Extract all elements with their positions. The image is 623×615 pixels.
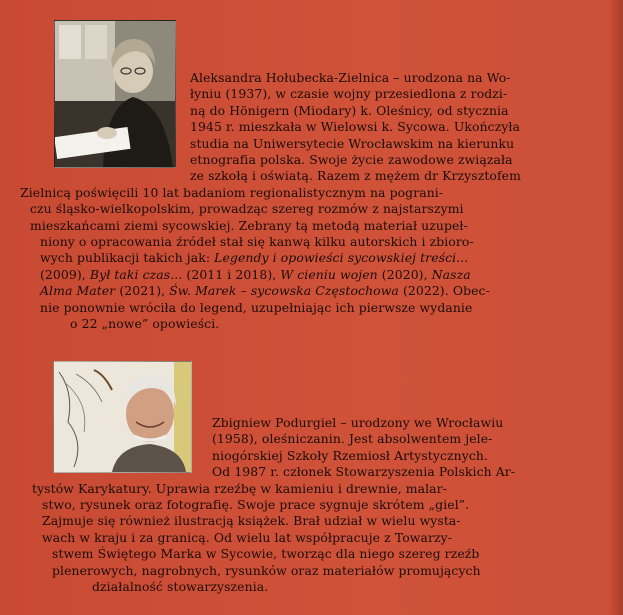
bio-text: mieszkańcami ziemi sycowskiej. Zebrany tą metodą materiał uzupeł-	[30, 217, 468, 233]
bio-text: niony o opracowania źródeł stał się kanwą kilku autorskich i zbioro-	[40, 234, 474, 250]
bio1-line	[30, 201, 521, 217]
bio-text: (1958), oleśniczanin. Jest absolwentem jele-	[212, 431, 493, 447]
bio2-line	[42, 513, 515, 529]
bio1-line	[30, 218, 521, 234]
bio-text: (2020),	[377, 266, 432, 282]
bio2-line	[42, 530, 515, 546]
bio-text: (2011 i 2018),	[182, 266, 281, 282]
bio-text: stwo, rysunek oraz fotografię. Swoje prace sygnuje skrótem „giel”.	[42, 497, 470, 513]
bio-text: niogórskiej Szkoły Rzemiosł Artystycznych.	[212, 447, 488, 463]
bio-text: nie ponownie wróciła do legend, uzupełniając ich pierwsze wydanie	[40, 299, 473, 315]
bio-text: wach w kraju i za granicą. Od wielu lat współpracuje z Towarzy-	[42, 529, 453, 545]
bio-text: czu śląsko-wielkopolskim, prowadząc szereg rozmów z najstarszymi	[30, 201, 464, 217]
book-title-text: Był taki czas...	[89, 266, 183, 282]
bio-text: studia na Uniwersytecie Wrocławskim na kierunku	[190, 135, 515, 151]
bio-text: ną do Hönigern (Miodary) k. Oleśnicy, od stycznia	[190, 102, 509, 118]
bio2-line	[212, 448, 515, 464]
book-title-text: Legendy i opowieści sycowskiej treści...	[214, 250, 469, 266]
page-edge-shadow	[609, 0, 623, 615]
bio-text: stwem Świętego Marka w Sycowie, tworząc dla niego szereg rzeźb	[52, 546, 480, 562]
bio1-line	[190, 168, 521, 184]
bio1-line	[40, 234, 521, 250]
book-title-text: Alma Mater	[40, 283, 116, 299]
bio-text: Zielnicą poświęcili 10 lat badaniom regionalistycznym na pograni-	[20, 184, 444, 200]
bio-text: (2009),	[40, 266, 90, 282]
bio-text: Zajmuje się również ilustracją książek. Brał udział w wielu wysta-	[42, 513, 461, 529]
bio2-line	[212, 415, 515, 431]
illustrator-photo	[53, 361, 192, 473]
bio-text: wych publikacji takich jak:	[40, 250, 215, 266]
bio1-line	[20, 185, 521, 201]
bio1-line	[40, 300, 521, 316]
bio1-line	[190, 103, 521, 119]
bio1-line	[70, 316, 521, 332]
bio1-line	[190, 119, 521, 135]
author-photo	[54, 20, 176, 168]
book-title-text: Nasza	[431, 266, 471, 282]
bio-text: ze szkołą i oświatą. Razem z mężem dr Krzysztofem	[190, 168, 521, 184]
bio1-line	[40, 283, 521, 299]
bio-text: Od 1987 r. członek Stowarzyszenia Polskich Ar-	[212, 464, 516, 480]
bio-text: (2022). Obec-	[398, 283, 490, 299]
bio1-line	[190, 136, 521, 152]
illustrator-photo-image	[54, 362, 191, 472]
bio2-line	[212, 431, 515, 447]
bio2-line	[52, 546, 515, 562]
bio-text: (2021),	[115, 283, 170, 299]
bio-text: etnografia polska. Swoje życie zawodowe związała	[190, 152, 513, 168]
bio2-line	[212, 464, 515, 480]
author-photo-image	[55, 21, 175, 167]
bio-text: Zbigniew Podurgiel – urodzony we Wrocławiu	[212, 415, 504, 430]
book-title-text: Św. Marek – sycowska Częstochowa	[169, 283, 399, 299]
bio-text: działalność stowarzyszenia.	[92, 579, 269, 595]
bio2-line	[92, 579, 515, 595]
bio-text: tystów Karykatury. Uprawia rzeźbę w kamieniu i drewnie, malar-	[32, 480, 447, 496]
bio2-line	[42, 497, 515, 513]
bio-text: Aleksandra Hołubecka-Zielnica – urodzona na Wo-	[190, 70, 511, 85]
bio2-line	[52, 563, 515, 579]
bio-text: łyniu (1937), w czasie wojny przesiedlona z rodzi-	[190, 86, 508, 102]
bio1-line	[40, 267, 521, 283]
illustrator-bio	[32, 415, 516, 595]
bio2-line	[32, 481, 515, 497]
bio1-line	[40, 250, 521, 266]
book-title-text: W cieniu wojen	[280, 266, 378, 282]
bio1-line	[190, 70, 521, 86]
bio-text: plenerowych, nagrobnych, rysunków oraz materiałów promujących	[52, 562, 481, 578]
bio-text: o 22 „nowe” opowieści.	[70, 316, 220, 332]
bio1-line	[190, 152, 521, 168]
author-bio	[20, 70, 521, 333]
bio1-line	[190, 86, 521, 102]
bio-text: 1945 r. mieszkała w Wielowsi k. Sycowa. Ukończyła	[190, 119, 521, 135]
